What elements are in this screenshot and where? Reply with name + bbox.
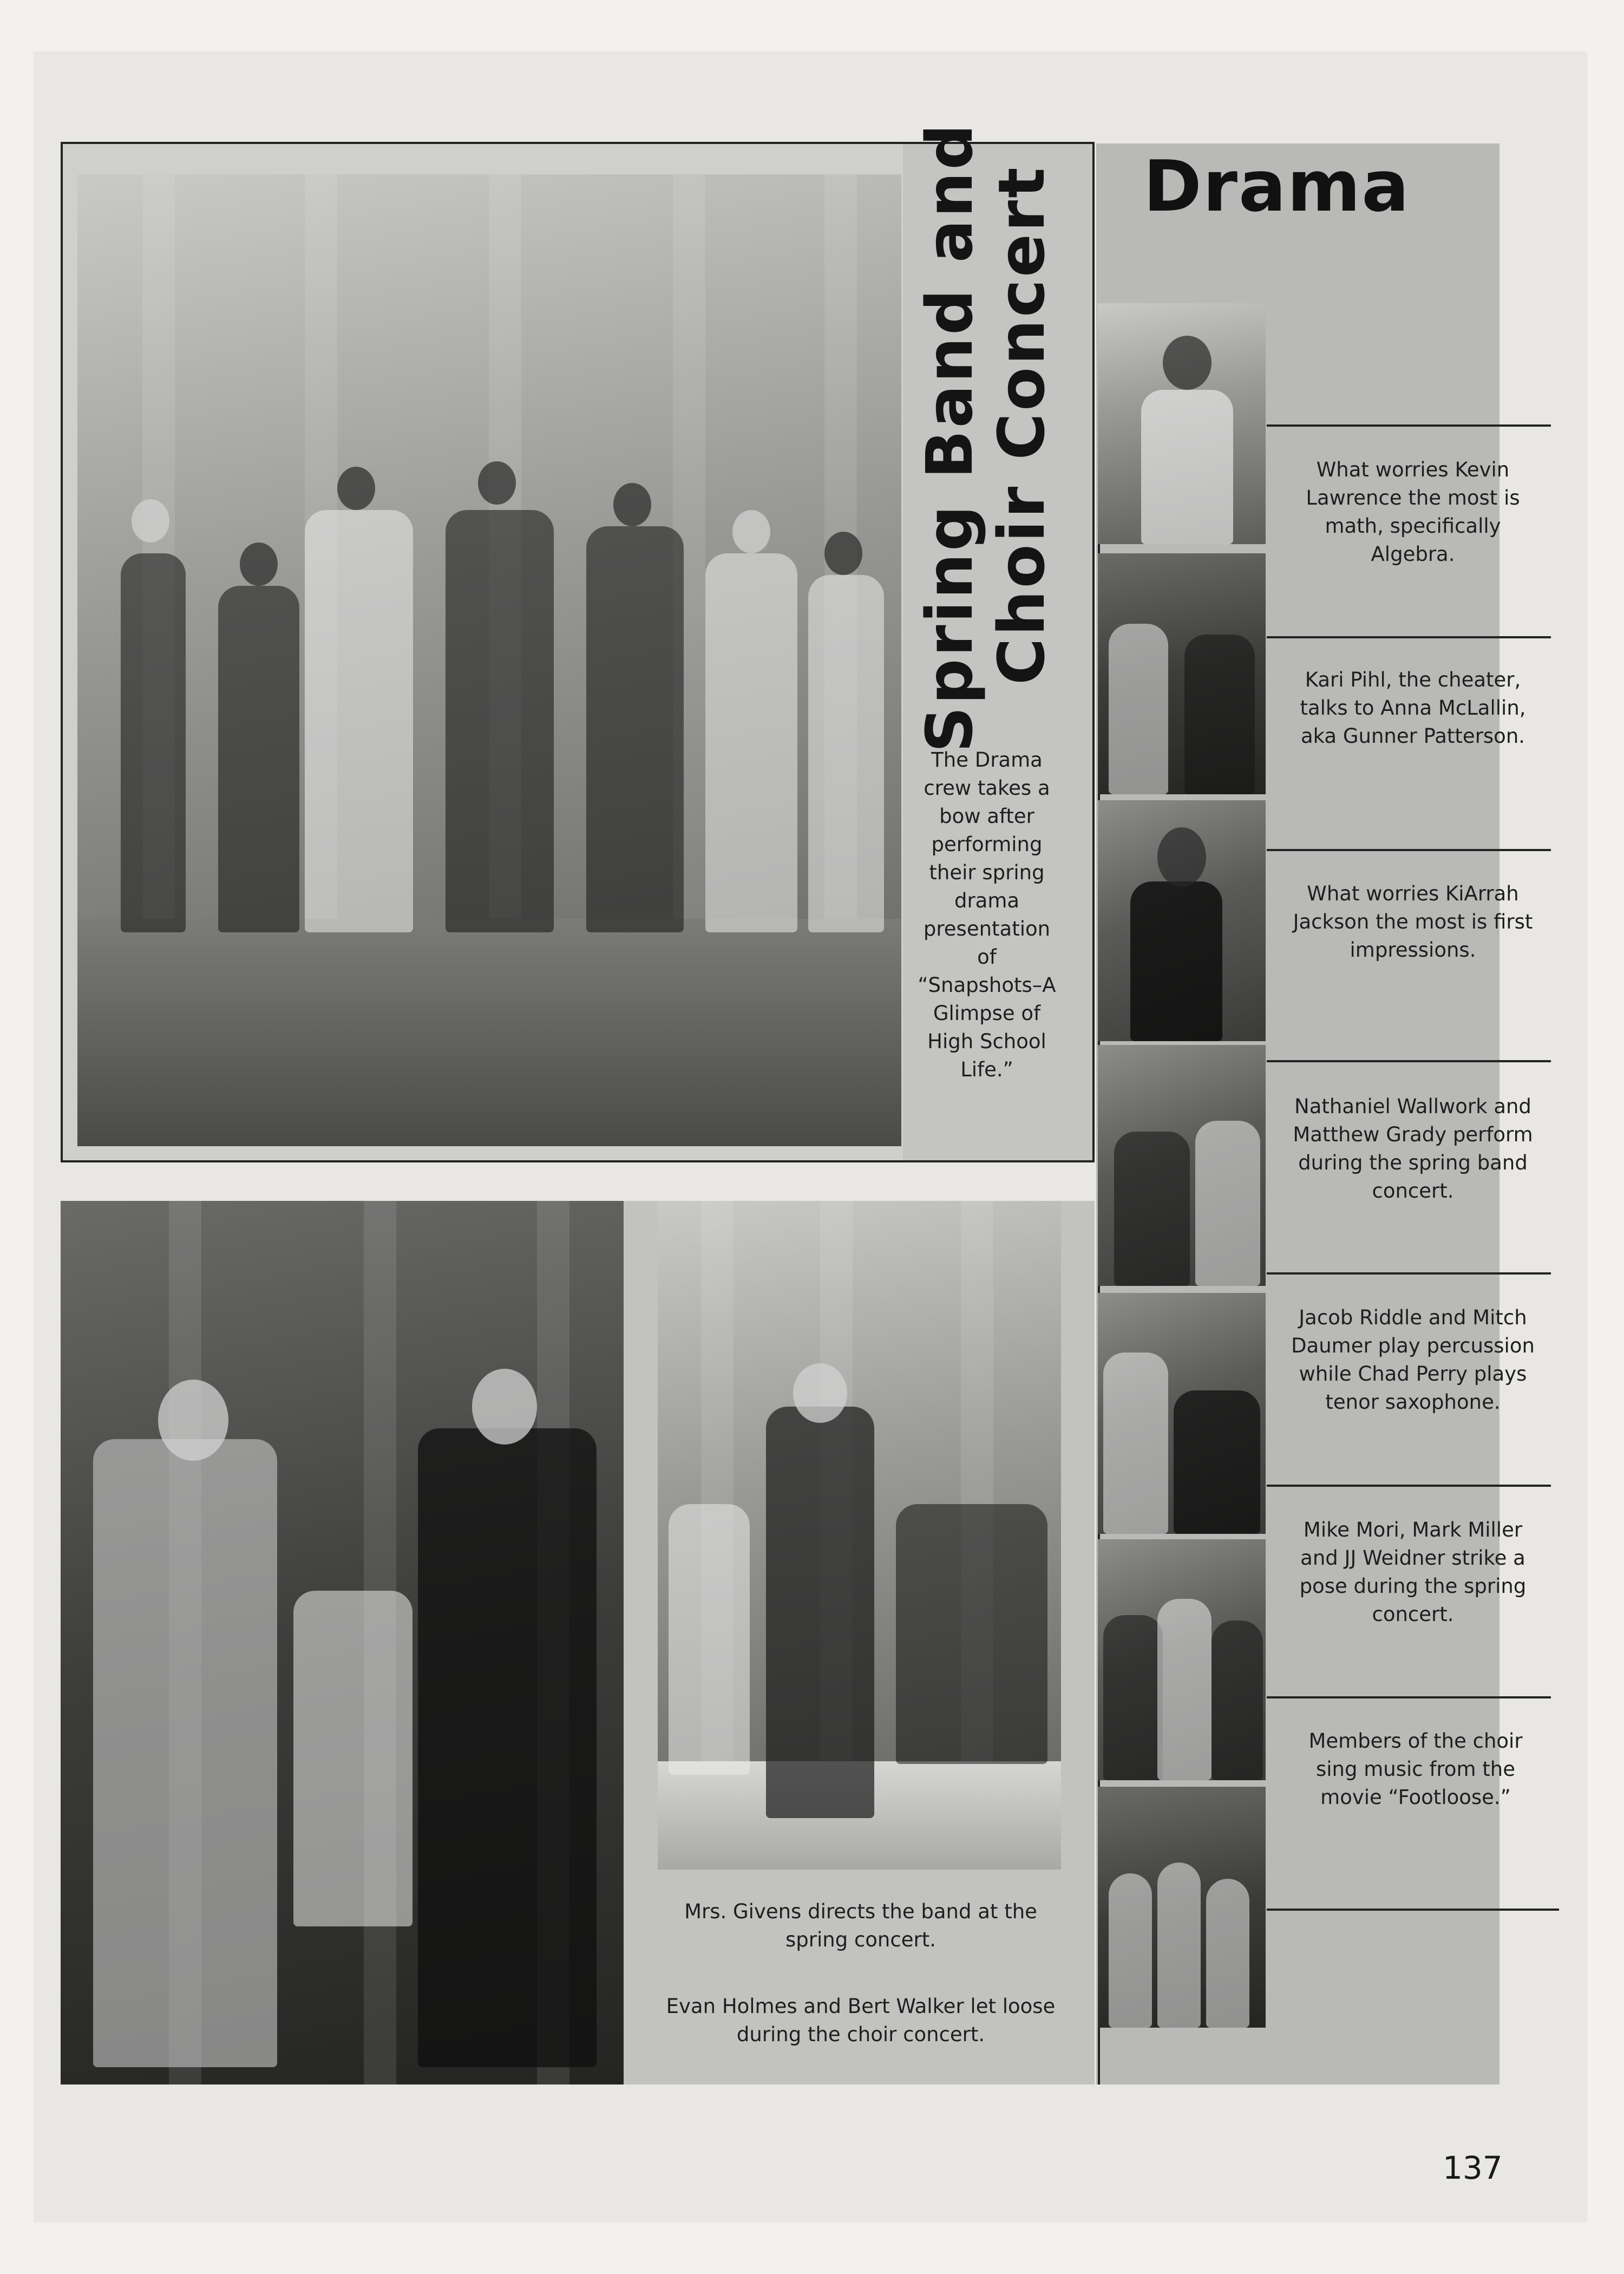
headline-line-2: Choir Concert [984,165,1059,685]
sidebar-photo-2 [1098,553,1266,794]
sidebar-rule [1267,424,1551,427]
sidebar-caption: Kari Pihl, the cheater, talks to Anna McLallin, aka Gunner Patterson. [1300,668,1526,748]
headline-line-1: Spring Band and [912,122,987,753]
top-frame-right [1092,142,1095,1162]
sidebar-caption: Nathaniel Wallwork and Matthew Grady perform during the spring band concert. [1293,1095,1533,1203]
sidebar-rule [1267,1696,1551,1698]
top-frame-bottom [61,1160,1095,1162]
drama-heading: Drama [1143,145,1410,227]
sidebar-rule [1267,849,1551,851]
sidebar-photo-7 [1098,1787,1266,2028]
choir-dance-photo [61,1201,624,2084]
sidebar-photo-1 [1098,303,1266,544]
main-photo-caption: The Drama crew takes a bow after performing their spring drama presentation of “Snapshots–A Glimpse of High School Life.” [918,748,1056,1081]
sidebar-rule [1267,1485,1551,1487]
page-number: 137 [1443,2149,1503,2186]
sidebar-rule [1267,1060,1551,1062]
choir-dance-caption: Evan Holmes and Bert Walker let loose during the choir concert. [666,1995,1056,2046]
band-director-photo [658,1201,1061,1870]
sidebar-photo-3 [1098,800,1266,1041]
band-director-caption: Mrs. Givens directs the band at the spring concert. [684,1900,1037,1951]
sidebar-rule [1267,1909,1559,1911]
sidebar-caption: Jacob Riddle and Mitch Daumer play percussion while Chad Perry plays tenor saxophone. [1291,1306,1535,1414]
sidebar-caption: Members of the choir sing music from the movie “Footloose.” [1308,1729,1523,1809]
sidebar-caption: What worries Kevin Lawrence the most is math, specifically Algebra. [1306,458,1520,566]
sidebar-photo-6 [1098,1539,1266,1780]
sidebar-photo-4 [1098,1045,1266,1286]
sidebar-caption: Mike Mori, Mark Miller and JJ Weidner strike a pose during the spring concert. [1299,1518,1527,1626]
sidebar-rule [1267,1272,1551,1275]
sidebar-caption: What worries KiArrah Jackson the most is first impressions. [1293,882,1533,962]
main-stage-photo [77,174,901,1146]
sidebar-photo-5 [1098,1293,1266,1534]
sidebar-rule [1267,636,1551,638]
